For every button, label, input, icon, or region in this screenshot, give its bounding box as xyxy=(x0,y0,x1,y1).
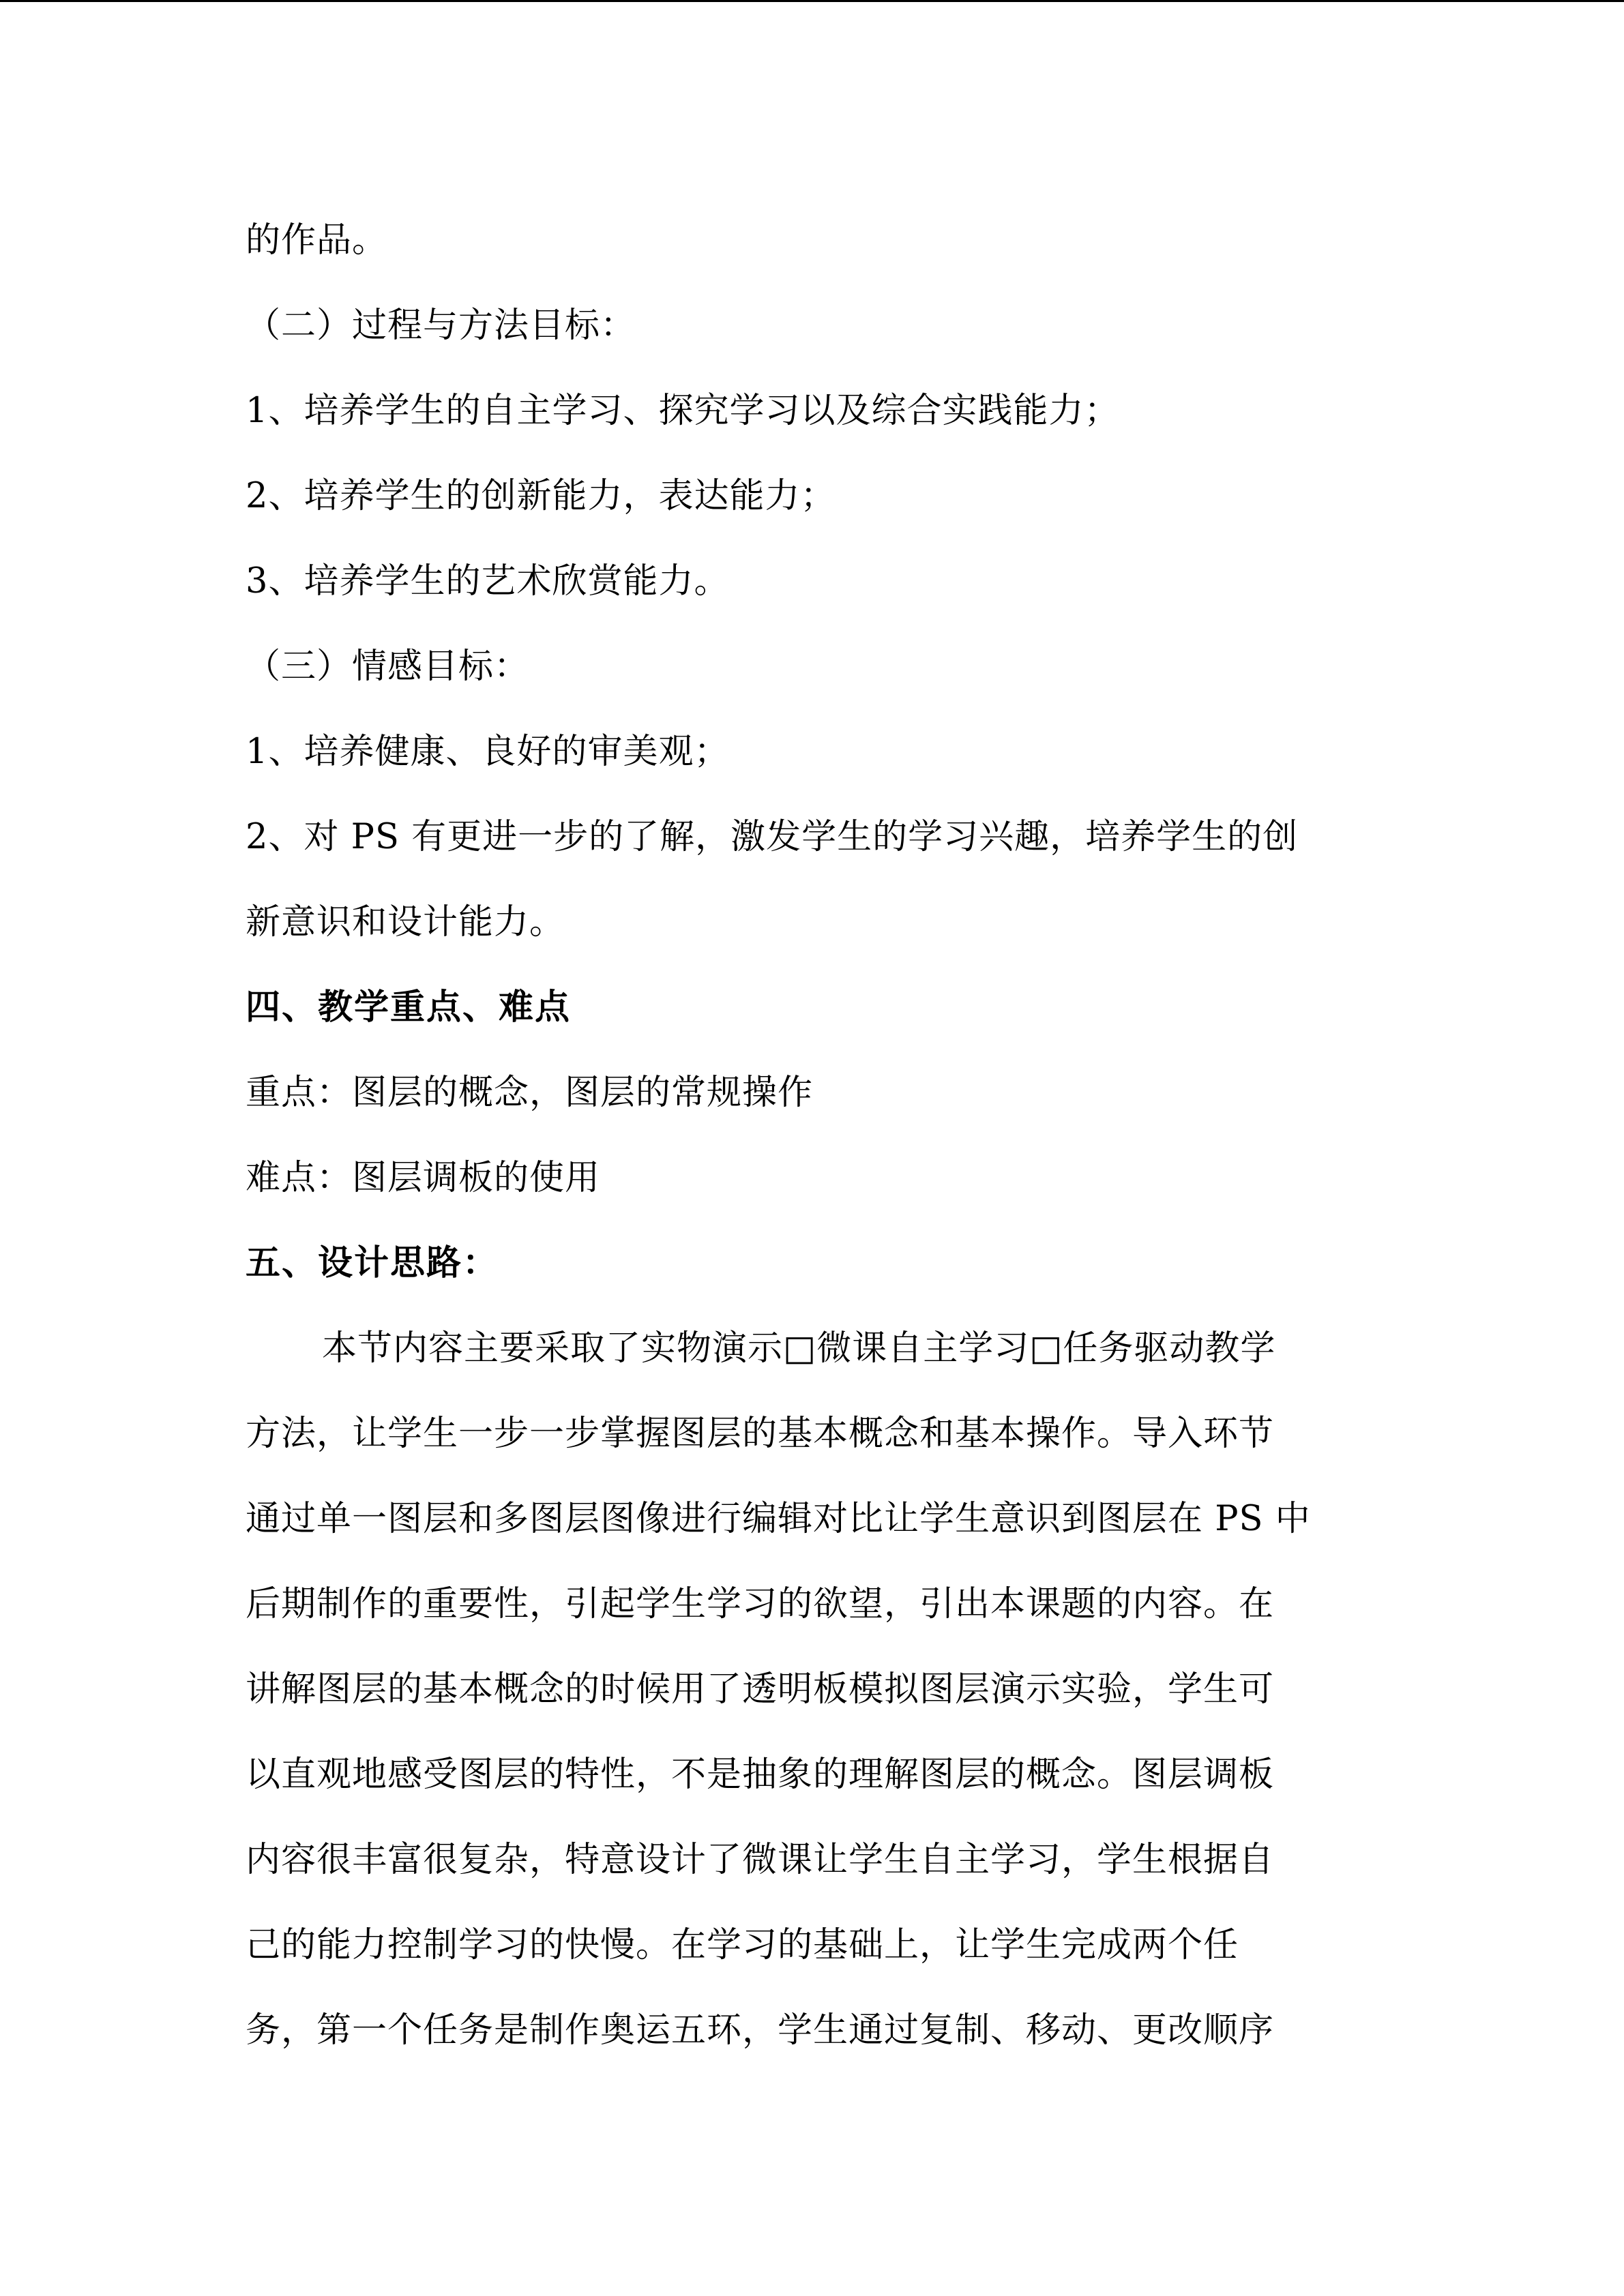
section-heading: （三）情感目标： xyxy=(246,646,530,687)
section-title: 四、教学重点、难点 xyxy=(246,987,572,1028)
list-item: 2、培养学生的创新能力，表达能力； xyxy=(246,476,836,516)
text-line: 新意识和设计能力。 xyxy=(246,902,565,942)
list-item: 2、对 PS 有更进一步的了解，激发学生的学习兴趣，培养学生的创 xyxy=(246,817,1299,857)
list-item: 3、培养学生的艺术欣赏能力。 xyxy=(246,561,730,601)
list-item: 1、培养健康、良好的审美观； xyxy=(246,732,730,772)
text-line: 难点：图层调板的使用 xyxy=(246,1158,601,1198)
section-heading: （二）过程与方法目标： xyxy=(246,305,636,346)
paragraph-line: 通过单一图层和多图层图像进行编辑对比让学生意识到图层在 PS 中 xyxy=(246,1499,1311,1539)
paragraph-line: 方法，让学生一步一步掌握图层的基本概念和基本操作。导入环节 xyxy=(246,1414,1275,1454)
paragraph-line: 己的能力控制学习的快慢。在学习的基础上，让学生完成两个任 xyxy=(246,1925,1239,1965)
list-item: 1、培养学生的自主学习、探究学习以及综合实践能力； xyxy=(246,391,1120,431)
paragraph-line: 内容很丰富很复杂，特意设计了微课让学生自主学习，学生根据自 xyxy=(246,1840,1275,1880)
text-line: 重点：图层的概念，图层的常规操作 xyxy=(246,1073,814,1113)
paragraph-line: 后期制作的重要性，引起学生学习的欲望，引出本课题的内容。在 xyxy=(246,1584,1275,1624)
paragraph-line: 本节内容主要采取了实物演示□微课自主学习□任务驱动教学 xyxy=(322,1328,1276,1369)
paragraph-line: 以直观地感受图层的特性，不是抽象的理解图层的概念。图层调板 xyxy=(246,1755,1275,1795)
text-line: 的作品。 xyxy=(246,220,388,260)
section-title: 五、设计思路： xyxy=(246,1243,499,1283)
paragraph-line: 讲解图层的基本概念的时候用了透明板模拟图层演示实验，学生可 xyxy=(246,1669,1275,1710)
paragraph-line: 务，第一个任务是制作奥运五环，学生通过复制、移动、更改顺序 xyxy=(246,2010,1275,2051)
